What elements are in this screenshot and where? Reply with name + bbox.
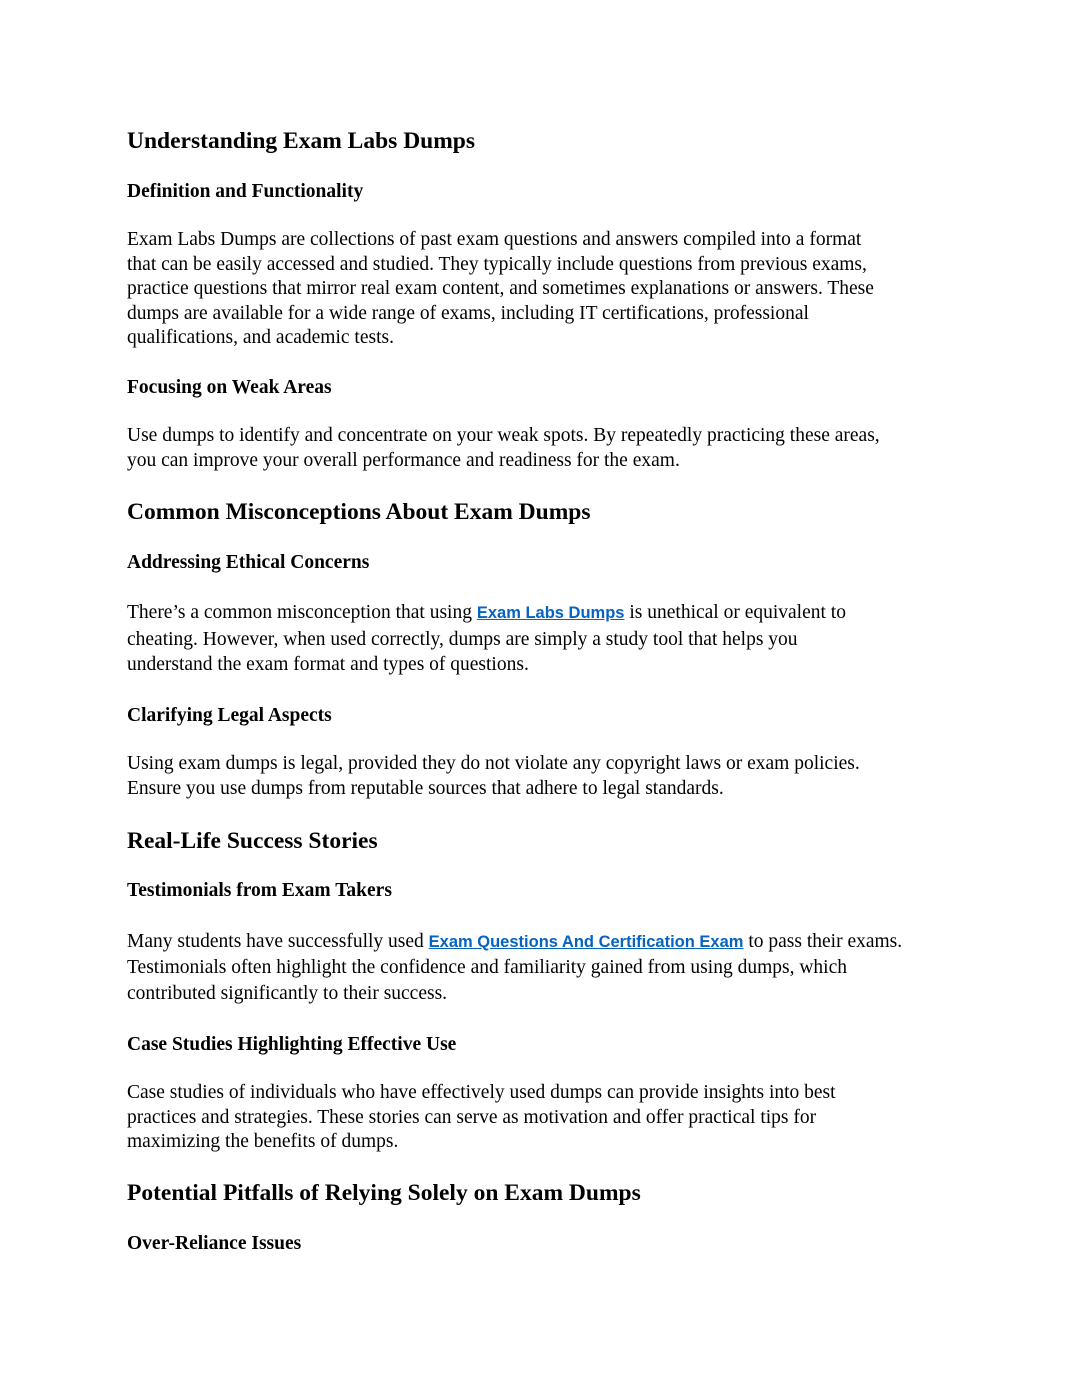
paragraph-line: you can improve your overall performance and readiness for the exam. — [127, 449, 680, 471]
paragraph-line: Exam Labs Dumps are collections of past exam questions and answers compiled into a format — [127, 229, 862, 250]
section-heading-success-stories: Real-Life Success Stories — [127, 828, 378, 854]
paragraph-line: Ensure you use dumps from reputable sources that adhere to legal standards. — [127, 777, 724, 799]
subheading-definition: Definition and Functionality — [127, 181, 364, 202]
paragraph-line: cheating. However, when used correctly, dumps are simply a study tool that helps you — [127, 628, 798, 650]
section-heading-understanding: Understanding Exam Labs Dumps — [127, 128, 476, 154]
paragraph-line: Use dumps to identify and concentrate on your weak spots. By repeatedly practicing these areas, — [127, 425, 880, 446]
text-run: There’s a common misconception that using — [127, 602, 477, 623]
paragraph-line: practices and strategies. These stories can serve as motivation and offer practical tips for — [127, 1106, 817, 1128]
paragraph-legal — [127, 752, 860, 801]
paragraph-line: understand the exam format and types of questions. — [127, 654, 529, 676]
paragraph-line: practice questions that mirror real exam content, and sometimes explanations or answers. These — [127, 278, 874, 300]
paragraph-ethical — [127, 600, 846, 678]
paragraph-line: that can be easily accessed and studied. They typically include questions from previous exams, — [127, 253, 867, 275]
paragraph-weak-areas — [127, 424, 880, 473]
text-run: to pass their exams. — [743, 931, 903, 952]
subheading-ethical: Addressing Ethical Concerns — [127, 552, 370, 573]
exam-labs-dumps-link[interactable]: Exam Labs Dumps — [476, 604, 625, 622]
subheading-case-studies: Case Studies Highlighting Effective Use — [127, 1034, 457, 1055]
subheading-weak-areas: Focusing on Weak Areas — [127, 377, 332, 398]
paragraph-line: Case studies of individuals who have effectively used dumps can provide insights into best — [127, 1082, 836, 1103]
subheading-over-reliance: Over-Reliance Issues — [127, 1233, 302, 1254]
text-run: Many students have successfully used — [127, 931, 429, 952]
section-heading-misconceptions: Common Misconceptions About Exam Dumps — [127, 499, 591, 525]
paragraph-line: dumps are available for a wide range of exams, including IT certifications, professional — [127, 302, 809, 324]
paragraph-testimonials — [127, 929, 902, 1007]
paragraph-definition — [127, 228, 874, 351]
paragraph-line: contributed significantly to their success. — [127, 983, 448, 1004]
exam-questions-link[interactable]: Exam Questions And Certification Exam — [428, 933, 744, 951]
subheading-testimonials: Testimonials from Exam Takers — [127, 880, 392, 901]
paragraph-line: qualifications, and academic tests. — [127, 327, 394, 349]
paragraph-line: maximizing the benefits of dumps. — [127, 1131, 399, 1153]
paragraph-case-studies — [127, 1081, 836, 1155]
text-run: is unethical or equivalent to — [624, 602, 846, 623]
paragraph-line: Using exam dumps is legal, provided they do not violate any copyright laws or exam policies. — [127, 753, 860, 774]
paragraph-line — [127, 600, 846, 627]
paragraph-line: Testimonials often highlight the confidence and familiarity gained from using dumps, which — [127, 957, 847, 978]
paragraph-line — [127, 929, 902, 955]
section-heading-pitfalls: Potential Pitfalls of Relying Solely on Exam Dumps — [127, 1180, 641, 1206]
subheading-legal: Clarifying Legal Aspects — [127, 705, 332, 726]
